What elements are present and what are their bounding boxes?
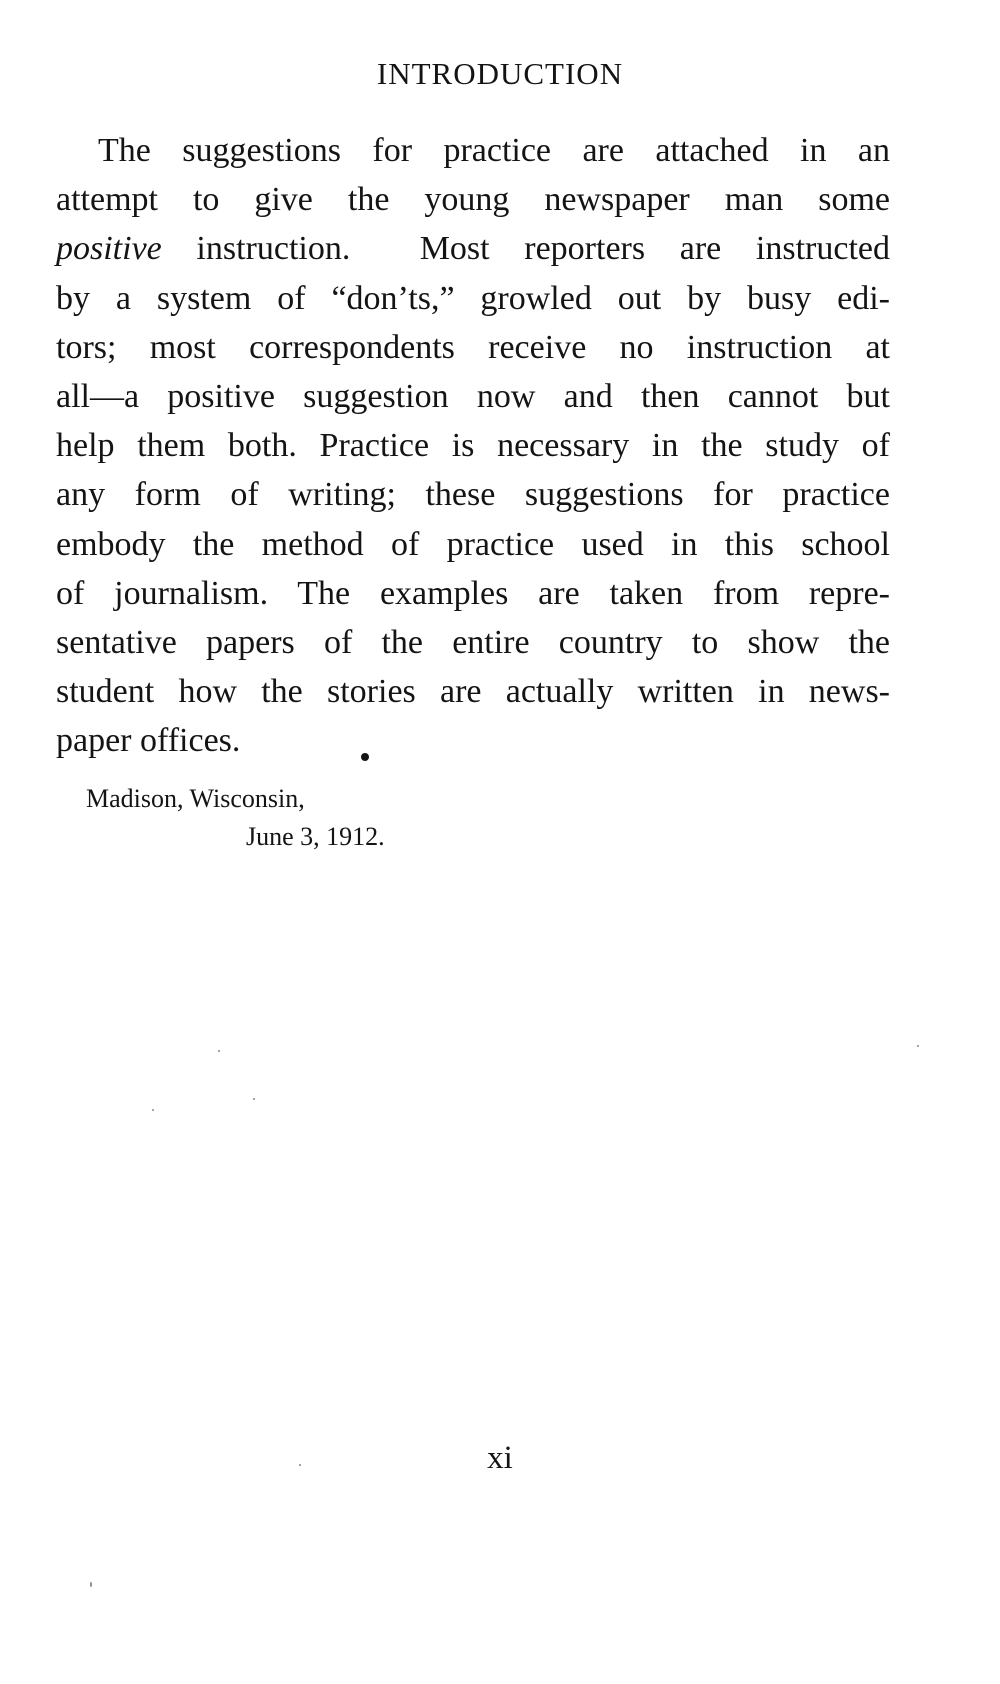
introduction-paragraph (56, 126, 890, 765)
paragraph-line (56, 224, 890, 273)
paragraph-line: attempt to give the young newspaper man some (56, 181, 890, 219)
paper-speck (299, 1464, 301, 1466)
paragraph-line: any form of writing; these suggestions for practice (56, 476, 890, 514)
paragraph-line: tors; most correspondents receive no instruction at (56, 328, 890, 366)
paragraph-line-rest: instruction. Most reporters are instructed (161, 230, 890, 268)
emphasized-word: positive (56, 230, 162, 268)
page-number: xi (487, 1440, 513, 1476)
paper-speck (152, 1109, 154, 1111)
paragraph-line: The suggestions for practice are attached in an (98, 132, 890, 169)
paragraph-line: sentative papers of the entire country to show the (56, 623, 890, 661)
paragraph-line: student how the stories are actually written in news- (56, 673, 890, 711)
paragraph-line: all—a positive suggestion now and then cannot but (56, 377, 890, 415)
running-head: INTRODUCTION (376, 56, 624, 91)
ink-dot-mark (361, 753, 369, 761)
dateline-date: June 3, 1912. (246, 822, 385, 851)
paper-speck (218, 1050, 220, 1052)
paragraph-line: embody the method of practice used in this school (56, 525, 890, 563)
paragraph-line: help them both. Practice is necessary in the study of (56, 427, 890, 465)
paragraph-line: of journalism. The examples are taken from repre- (56, 574, 890, 612)
dateline (86, 780, 385, 856)
dateline-place: Madison, Wisconsin, (86, 784, 305, 813)
paragraph-line: paper offices. (56, 722, 241, 760)
paragraph-line: by a system of “don’ts,” growled out by busy edi- (56, 279, 890, 317)
paper-speck (90, 1582, 92, 1587)
paper-speck (917, 1045, 919, 1047)
paper-speck (253, 1098, 255, 1100)
